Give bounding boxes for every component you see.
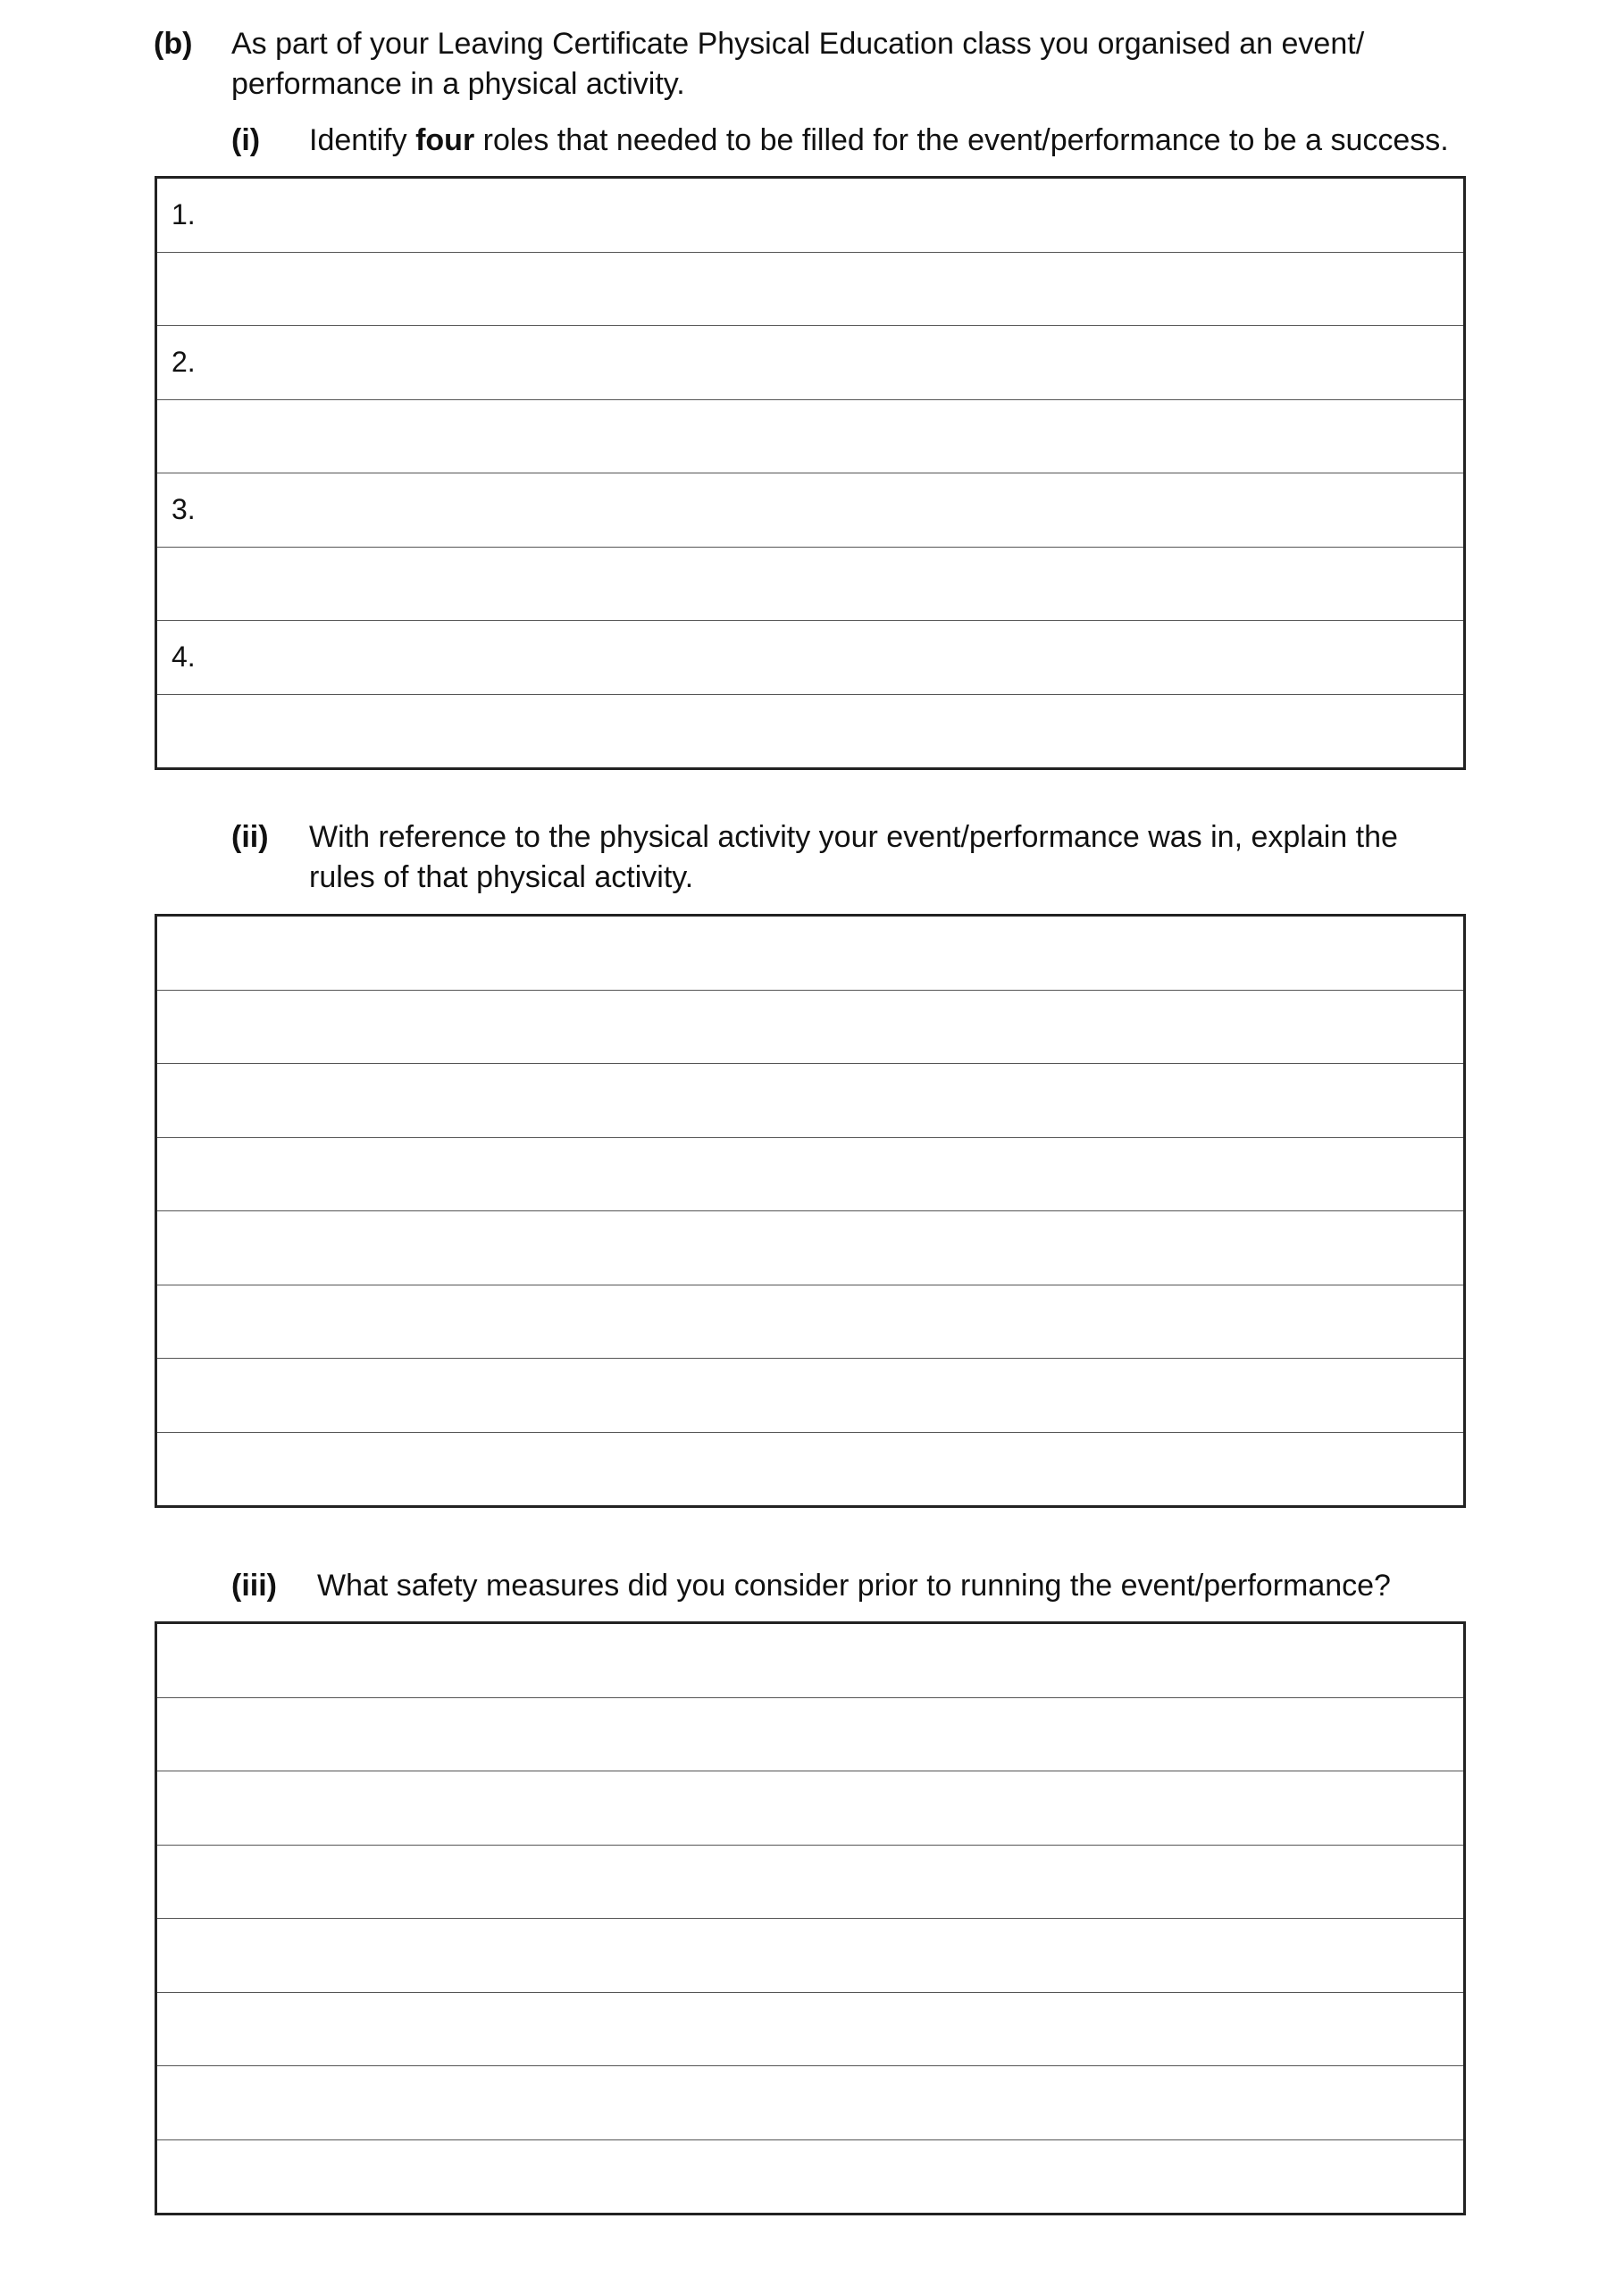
part-ii-text-line2: rules of that physical activity.	[309, 860, 694, 894]
answer-line[interactable]	[157, 253, 1463, 327]
answer-line[interactable]	[157, 326, 1463, 400]
part-i-question	[309, 120, 1449, 161]
answer-line[interactable]	[157, 917, 1463, 991]
part-ii-label: (ii)	[231, 820, 269, 854]
part-iii-label: (iii)	[231, 1569, 277, 1603]
part-i-label: (i)	[231, 123, 261, 157]
role-number-4: 4.	[172, 641, 196, 673]
answer-line[interactable]	[157, 621, 1463, 695]
answer-line[interactable]	[157, 1846, 1463, 1920]
answer-line[interactable]	[157, 1698, 1463, 1772]
answer-line[interactable]	[157, 179, 1463, 253]
answer-line[interactable]	[157, 2140, 1463, 2215]
part-i-text-after: roles that needed to be filled for the event/performance to be a success.	[474, 123, 1449, 157]
part-i-answer-box[interactable]	[155, 176, 1466, 770]
part-iii-text: What safety measures did you consider prior to running the event/performance?	[317, 1569, 1391, 1603]
part-b-label: (b)	[154, 27, 193, 61]
role-number-2: 2.	[172, 346, 196, 378]
part-ii-answer-box[interactable]	[155, 914, 1466, 1508]
answer-line[interactable]	[157, 1993, 1463, 2067]
answer-line[interactable]	[157, 1285, 1463, 1360]
answer-line[interactable]	[157, 1624, 1463, 1698]
answer-line[interactable]	[157, 695, 1463, 769]
part-ii-text-line1: With reference to the physical activity your event/performance was in, explain the	[309, 820, 1398, 854]
answer-line[interactable]	[157, 400, 1463, 474]
answer-line[interactable]	[157, 1064, 1463, 1138]
answer-line[interactable]	[157, 548, 1463, 622]
answer-line[interactable]	[157, 1359, 1463, 1433]
answer-line[interactable]	[157, 1138, 1463, 1212]
part-b-text-line2: performance in a physical activity.	[231, 67, 685, 101]
answer-line[interactable]	[157, 991, 1463, 1065]
answer-line[interactable]	[157, 1433, 1463, 1507]
role-number-3: 3.	[172, 493, 196, 525]
part-b-text-line1: As part of your Leaving Certificate Physical Education class you organised an event/	[231, 27, 1365, 61]
answer-line[interactable]	[157, 1211, 1463, 1285]
answer-line[interactable]	[157, 1771, 1463, 1846]
role-number-1: 1.	[172, 198, 196, 230]
part-i-text-before: Identify	[309, 123, 416, 157]
answer-line[interactable]	[157, 2066, 1463, 2140]
answer-line[interactable]	[157, 473, 1463, 548]
part-i-text-bold: four	[415, 123, 475, 157]
answer-line[interactable]	[157, 1919, 1463, 1993]
part-iii-answer-box[interactable]	[155, 1621, 1466, 2215]
